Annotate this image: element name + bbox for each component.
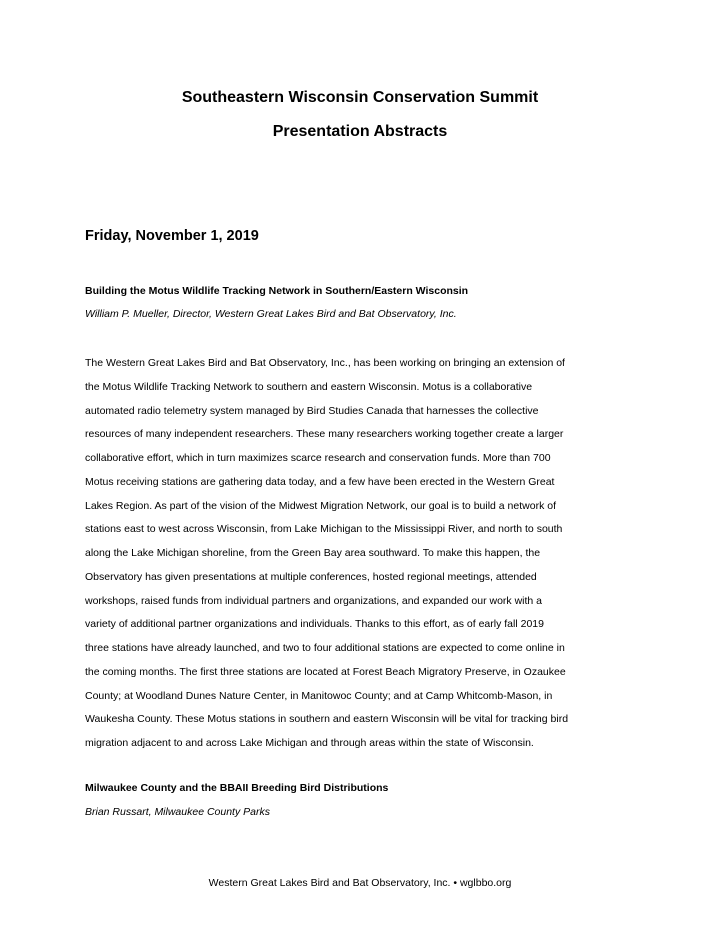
body-line: County; at Woodland Dunes Nature Center, in Manitowoc County; and at Camp Whitcomb-Mason, in	[85, 689, 553, 702]
body-line: Motus receiving stations are gathering data today, and a few have been erected in the Western Great	[85, 475, 555, 488]
body-line: Waukesha County. These Motus stations in southern and eastern Wisconsin will be vital for tracking bird	[85, 713, 569, 726]
body-line: along the Lake Michigan shoreline, from the Green Bay area southward. To make this happen, the	[85, 547, 541, 560]
body-line: three stations have already launched, and two to four additional stations are expected to come online in	[85, 642, 565, 655]
document-title: Southeastern Wisconsin Conservation Summit	[181, 89, 539, 106]
body-line: resources of many independent researchers. These many researchers working together create a larger	[85, 428, 564, 441]
body-line: collaborative effort, which in turn maximizes scarce research and conservation funds. More than 700	[85, 452, 551, 465]
abstract-author: Brian Russart, Milwaukee County Parks	[85, 806, 270, 818]
body-line: automated radio telemetry system managed by Bird Studies Canada that harnesses the collective	[85, 404, 539, 417]
body-line: Lakes Region. As part of the vision of the Midwest Migration Network, our goal is to build a network of	[85, 499, 556, 512]
page-footer: Western Great Lakes Bird and Bat Observatory, Inc. • wglbbo.org	[208, 877, 512, 889]
date-heading: Friday, November 1, 2019	[85, 228, 259, 244]
abstract-body	[85, 352, 637, 756]
body-line: variety of additional partner organizations and individuals. Thanks to this effort, as of early fall 2019	[85, 618, 544, 631]
abstract-title: Building the Motus Wildlife Tracking Network in Southern/Eastern Wisconsin	[85, 285, 469, 297]
body-line: stations east to west across Wisconsin, from Lake Michigan to the Mississippi River, and north to south	[85, 523, 563, 536]
body-line: the Motus Wildlife Tracking Network to southern and eastern Wisconsin. Motus is a collaborative	[85, 380, 533, 393]
document-subtitle: Presentation Abstracts	[272, 123, 448, 140]
body-line: Observatory has given presentations at multiple conferences, hosted regional meetings, attended	[85, 570, 537, 583]
body-line: The Western Great Lakes Bird and Bat Observatory, Inc., has been working on bringing an extension of	[85, 357, 565, 369]
abstract-title: Milwaukee County and the BBAII Breeding Bird Distributions	[85, 782, 389, 794]
body-line: migration adjacent to and across Lake Michigan and through areas within the state of Wisconsin.	[85, 737, 534, 750]
body-line: the coming months. The first three stations are located at Forest Beach Migratory Preserve, in Ozaukee	[85, 665, 566, 678]
body-line: workshops, raised funds from individual partners and organizations, and expanded our work with a	[85, 594, 543, 607]
abstract-author: William P. Mueller, Director, Western Great Lakes Bird and Bat Observatory, Inc.	[85, 308, 457, 320]
